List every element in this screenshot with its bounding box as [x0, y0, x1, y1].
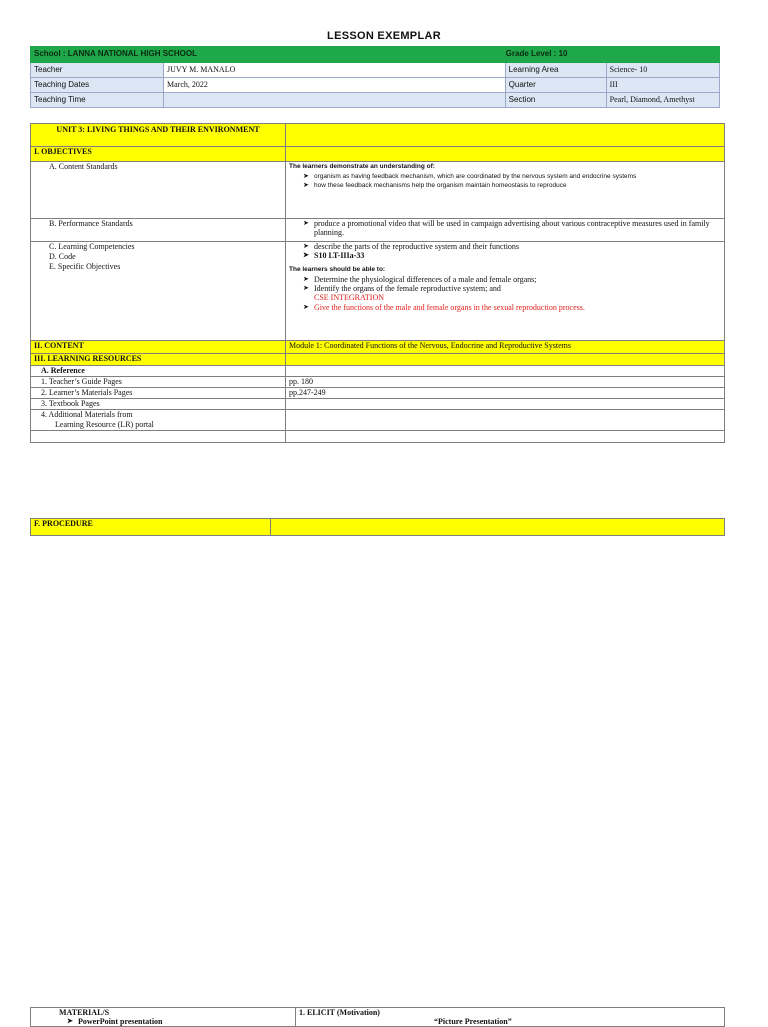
teacher-value: JUVY M. MANALO [164, 63, 506, 78]
reference-blank [286, 366, 725, 377]
additional-materials-line2: Learning Resource (LR) portal [55, 420, 154, 429]
content-standards-label: A. Content Standards [31, 162, 286, 219]
textbook-row [31, 399, 725, 410]
resources-heading: III. LEARNING RESOURCES [31, 354, 286, 366]
resources-row [31, 354, 725, 366]
list-item: ➤ Identify the organs of the female reproductive system; and [303, 284, 721, 293]
quarter-label: Quarter [505, 78, 606, 93]
list-item: ➤ PowerPoint presentation [67, 1017, 292, 1026]
section-label: Section [505, 93, 606, 108]
competencies-cell [286, 242, 725, 341]
able-list [289, 275, 721, 293]
grade-level: Grade Level : 10 [505, 47, 719, 63]
lesson-plan-table [30, 123, 725, 443]
performance-standards-label: B. Performance Standards [31, 219, 286, 242]
resources-blank [286, 354, 725, 366]
materials-heading: MATERIAL/S [59, 1008, 110, 1017]
able-intro: The learners should be able to: [289, 266, 386, 273]
procedure-table [30, 518, 725, 536]
empty-cell [31, 431, 286, 443]
content-standards-row [31, 162, 725, 219]
competencies-row [31, 242, 725, 341]
additional-materials-label [31, 410, 286, 431]
competency-list [289, 242, 721, 260]
performance-standards-cell [286, 219, 725, 242]
cse-integration: CSE INTEGRATION [314, 293, 384, 302]
cse-list [289, 303, 721, 312]
content-value: Module 1: Coordinated Functions of the Nervous, Endocrine and Reproductive Systems [286, 341, 725, 354]
teachers-guide-value: pp. 180 [286, 377, 725, 388]
additional-materials-row [31, 410, 725, 431]
empty-cell [286, 431, 725, 443]
procedure-heading: F. PROCEDURE [31, 519, 271, 536]
list-item: ➤ Determine the physiological differences of a male and female organs; [303, 275, 721, 284]
teaching-dates-row [31, 78, 720, 93]
list-item: ➤ produce a promotional video that will be used in campaign advertising about various contraceptive measures used in family planning. [303, 219, 721, 237]
teaching-dates-value: March, 2022 [164, 78, 506, 93]
code-label: D. Code [49, 252, 76, 261]
learning-area-value: Science- 10 [606, 63, 719, 78]
list-item: ➤ S10 LT-IIIa-33 [303, 251, 721, 260]
teacher-label: Teacher [31, 63, 164, 78]
teachers-guide-row [31, 377, 725, 388]
materials-list [59, 1017, 292, 1026]
materials-table [30, 1007, 725, 1027]
content-standards-list [289, 172, 721, 190]
school-name: School : LANNA NATIONAL HIGH SCHOOL [31, 47, 506, 63]
teaching-dates-label: Teaching Dates [31, 78, 164, 93]
textbook-blank [286, 399, 725, 410]
content-row [31, 341, 725, 354]
learners-materials-value: pp.247-249 [286, 388, 725, 399]
additional-materials-blank [286, 410, 725, 431]
reference-label: A. Reference [31, 366, 286, 377]
objectives-heading: I. OBJECTIVES [31, 147, 286, 162]
teaching-time-value [164, 93, 506, 108]
procedure-row [31, 519, 725, 536]
unit-blank [286, 124, 725, 147]
teaching-time-label: Teaching Time [31, 93, 164, 108]
school-row [31, 47, 720, 63]
content-heading: II. CONTENT [31, 341, 286, 354]
quarter-value: III [606, 78, 719, 93]
learners-materials-label: 2. Learner’s Materials Pages [31, 388, 286, 399]
teaching-time-row [31, 93, 720, 108]
procedure-blank [271, 519, 725, 536]
list-item: ➤ organism as having feedback mechanism, which are coordinated by the nervous system and endocrine systems [303, 172, 721, 181]
performance-standards-row [31, 219, 725, 242]
teacher-row [31, 63, 720, 78]
competencies-label: C. Learning Competencies [49, 242, 135, 251]
header-table [30, 46, 720, 108]
document-title: LESSON EXEMPLAR [327, 30, 441, 42]
objectives-blank [286, 147, 725, 162]
elicit-heading: 1. ELICIT (Motivation) [299, 1008, 380, 1017]
unit-title: UNIT 3: LIVING THINGS AND THEIR ENVIRONMENT [31, 124, 286, 147]
teachers-guide-label: 1. Teacher’s Guide Pages [31, 377, 286, 388]
unit-row [31, 124, 725, 147]
reference-row [31, 366, 725, 377]
content-standards-cell [286, 162, 725, 219]
specific-objectives-label: E. Specific Objectives [49, 262, 121, 271]
list-item: ➤ Give the functions of the male and female organs in the sexual reproduction process. [303, 303, 721, 312]
section-value: Pearl, Diamond, Amethyst [606, 93, 719, 108]
picture-presentation: “Picture Presentation” [434, 1017, 512, 1026]
textbook-label: 3. Textbook Pages [31, 399, 286, 410]
objectives-row [31, 147, 725, 162]
competencies-labels [31, 242, 286, 341]
list-item: ➤ describe the parts of the reproductive system and their functions [303, 242, 721, 251]
learners-materials-row [31, 388, 725, 399]
additional-materials-line1: 4. Additional Materials from [41, 410, 133, 419]
content-standards-intro: The learners demonstrate an understanding of: [289, 163, 435, 170]
learning-area-label: Learning Area [505, 63, 606, 78]
empty-row [31, 431, 725, 443]
performance-standards-list [289, 219, 721, 237]
list-item: ➤ how these feedback mechanisms help the organism maintain homeostasis to reproduce [303, 181, 721, 190]
